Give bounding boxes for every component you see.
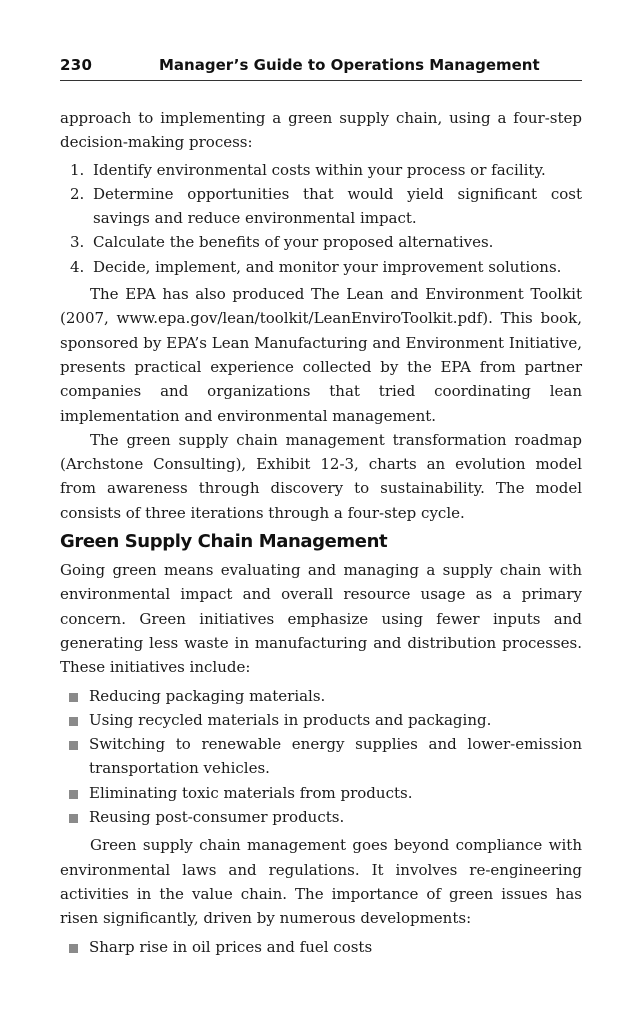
list-item [60, 182, 582, 231]
step-text: Calculate the benefits of your proposed alternatives. [93, 233, 494, 252]
section-heading: Green Supply Chain Management [60, 531, 388, 553]
list-item [60, 708, 582, 732]
list-item [60, 684, 582, 708]
square-bullet-icon [69, 814, 78, 823]
bullet-text: Eliminating toxic materials from products. [89, 783, 413, 802]
page-number: 230 [60, 56, 93, 74]
list-item [60, 732, 582, 781]
roadmap-paragraph: The green supply chain management transformation roadmap (Archstone Consulting), Exhibit 12-3, charts an evolution model from awareness through discovery to sustainability. The model consists of three iterations through a four-step cycle. [60, 430, 582, 522]
body-text [60, 106, 582, 963]
step-text: Determine opportunities that would yield significant cost savings and reduce environmental impact. [93, 184, 582, 228]
bullet-text: Switching to renewable energy supplies and lower-emission transportation vehicles. [89, 735, 582, 778]
running-header [60, 56, 582, 81]
square-bullet-icon [69, 944, 78, 953]
intro-paragraph: approach to implementing a green supply chain, using a four-step decision-making process: [60, 109, 582, 152]
decision-steps-list [60, 158, 582, 279]
step-number: 2. [70, 184, 85, 203]
initiatives-list [60, 684, 582, 830]
going-green-paragraph: Going green means evaluating and managing a supply chain with environmental impact and overall resource usage as a primary concern. Green initiatives emphasize using fewer inputs and generating less waste in manufacturing and distribution processes. These initiatives include: [60, 561, 582, 677]
bullet-text: Reducing packaging materials. [89, 686, 326, 705]
square-bullet-icon [69, 693, 78, 702]
step-text: Identify environmental costs within your process or facility. [93, 160, 546, 179]
list-item [60, 935, 582, 959]
step-number: 4. [70, 257, 85, 276]
bullet-text: Reusing post-consumer products. [89, 808, 345, 827]
square-bullet-icon [69, 717, 78, 726]
bullet-text: Sharp rise in oil prices and fuel costs [89, 937, 373, 956]
step-number: 1. [70, 160, 85, 179]
bullet-text: Using recycled materials in products and packaging. [89, 710, 492, 729]
list-item [60, 255, 582, 279]
list-item [60, 781, 582, 805]
running-title: Manager’s Guide to Operations Management [159, 56, 540, 74]
list-item [60, 230, 582, 254]
square-bullet-icon [69, 741, 78, 750]
step-text: Decide, implement, and monitor your improvement solutions. [93, 257, 562, 276]
list-item [60, 805, 582, 829]
developments-list [60, 935, 582, 959]
step-number: 3. [70, 233, 85, 252]
beyond-compliance-paragraph: Green supply chain management goes beyond compliance with environmental laws and regulations. It involves re-engineering activities in the value chain. The importance of green issues has risen significantly, driven by numerous developments: [60, 836, 582, 928]
square-bullet-icon [69, 790, 78, 799]
epa-toolkit-paragraph: The EPA has also produced The Lean and Environment Toolkit (2007, www.epa.gov/lean/toolkit/LeanEnviroToolkit.pdf). This book, sponsored by EPA’s Lean Manufacturing and Environment Initiative, presents practical experience collected by the EPA from partner companies and organizations that tried coordinating lean implementation and environmental management. [60, 285, 582, 425]
list-item [60, 158, 582, 182]
